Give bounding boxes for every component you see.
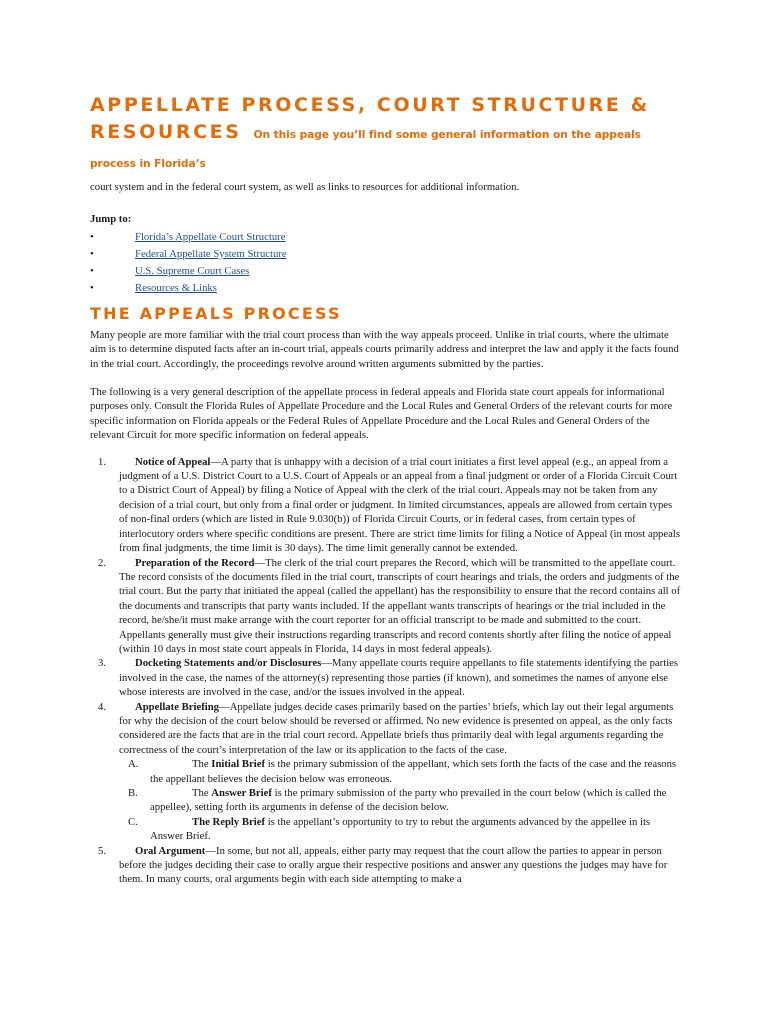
jump-to-label: Jump to:: [90, 213, 132, 226]
page-title: [90, 92, 682, 177]
sub-text: is the primary submission of the appellant, which sets forth the facts of the case and the reasons the appellant believes the decision below was erroneous.: [150, 758, 677, 785]
sub-item-answer-brief: [119, 786, 682, 815]
appeal-steps-list: [90, 455, 682, 887]
step-docketing-statements: [90, 656, 682, 699]
step-text: —A party that is unhappy with a decision of a trial court initiates a first level appeal (e.g., an appeal from a judgment of a U.S. District Court to a U.S. Court of Appeals or an appeal from a final judgment or order of a Florida Circuit Court to a District Court of Appeal) by filing a Notice of Appeal with the clerk of the trial court. Appeals may not be taken from any decision of a trial court, but only from a final order or judgment. In limited circumstances, appeals are allowed from certain types of non-final orders (which are listed in Rule 9.030(b)) of Florida Circuit Courts, or in federal cases, from certain types of interlocutory orders where specific conditions are present. There are strict time limits for filing a Notice of Appeal (in most appeals from final judgments, the time limit is 30 days). The time limit generally cannot be extended.: [119, 455, 681, 555]
intro-text: On this page you’ll find some general information on the appeals process in Florida’s: [90, 128, 641, 170]
step-term: Preparation of the Record: [135, 556, 255, 569]
page-title-line-2: [90, 119, 682, 177]
jump-item: [90, 246, 682, 263]
bullet-icon: •: [90, 281, 94, 294]
link-federal-appellate-system-structure[interactable]: Federal Appellate System Structure: [135, 247, 287, 260]
sub-term: Answer Brief: [211, 787, 272, 799]
sub-letter: A.: [128, 758, 139, 771]
step-number: 5.: [98, 844, 107, 857]
jump-links-list: [90, 229, 682, 297]
bullet-icon: •: [90, 264, 94, 277]
step-text: —In some, but not all, appeals, either party may request that the court allow the parties to appear in person before the judges deciding their case to orally argue their respective positions and answer any questions the judges may have for them. In many courts, oral arguments begin with each side attempting to make a: [119, 844, 668, 886]
link-florida-appellate-court-structure[interactable]: Florida’s Appellate Court Structure: [135, 230, 286, 243]
section-heading-appeals-process: THE APPEALS PROCESS: [90, 303, 342, 323]
sub-text: is the primary submission of the party who prevailed in the court below (which is called the appellee), setting forth its arguments in defense of the decision below.: [150, 787, 667, 814]
step-term: Docketing Statements and/or Disclosures: [135, 657, 322, 670]
step-appellate-briefing: [90, 700, 682, 844]
step-number: 4.: [98, 700, 107, 713]
bullet-icon: •: [90, 230, 94, 243]
jump-item: [90, 280, 682, 297]
step-text: —The clerk of the trial court prepares the Record, which will be transmitted to the appellate court. The record consists of the documents filed in the trial court, transcripts of court hearings and trials, the orders and judgments of the trial court. But the party that initiated the appeal (called the appellant) has the responsibility to ensure that the record contains all of the documents and transcripts that party wants included. If the appellant wants transcripts of hearings or the trial included in the record, he/she/it must make arrange with the court reporter for an official transcript to be made and submitted to the court. Appellants generally must give their instructions regarding transcripts and record contents shortly after filing the notice of appeal (within 10 days in most state court appeals in Florida, 14 days in most federal appeals).: [119, 556, 681, 655]
sub-letter: B.: [128, 787, 138, 799]
intro-text-continued: court system and in the federal court system, as well as links to resources for additional information.: [90, 181, 520, 193]
step-term: Oral Argument: [135, 844, 206, 857]
sub-term: Initial Brief: [211, 758, 266, 771]
document-body: [90, 92, 682, 887]
link-us-supreme-court-cases[interactable]: U.S. Supreme Court Cases: [135, 264, 250, 277]
step-text: —Many appellate courts require appellants to file statements identifying the parties involved in the case, the names of the attorney(s) representing those parties (if known), and sometimes the names of anyone else whose interests are involved in the case, and/or the issues involved in the appeal.: [119, 657, 679, 699]
sub-term: The Reply Brief: [192, 815, 266, 828]
step-term: Appellate Briefing: [135, 700, 220, 713]
paragraph-general-description: The following is a very general description of the appellate process in federal appeals and Florida state court appeals for informational purposes only. Consult the Florida Rules of Appellate Procedure and the Local Rules and General Orders of the relevant courts for more specific information on Florida appeals or the Federal Rules of Appellate Procedure and the Local Rules and General Orders of the relevant Circuit for more specific information on federal appeals.: [90, 386, 673, 442]
page-title-line-2-text: RESOURCES: [90, 121, 242, 143]
step-number: 3.: [98, 657, 107, 670]
step-number: 1.: [98, 455, 107, 468]
page-title-line-1: APPELLATE PROCESS, COURT STRUCTURE &: [90, 94, 650, 116]
sub-letter: C.: [128, 815, 138, 828]
step-notice-of-appeal: [90, 455, 682, 556]
sub-text: is the appellant’s opportunity to try to rebut the arguments advanced by the appellee in its Answer Brief.: [150, 815, 651, 843]
paragraph-intro-appeals: Many people are more familiar with the trial court process than with the way appeals proceed. Unlike in trial courts, where the ultimate aim is to determine disputed facts after an in-court trial, appeals courts primarily address and interpret the law and apply it the facts found in the trial court. Accordingly, the proceedings revolve around written arguments submitted by the parties.: [90, 328, 679, 370]
jump-item: [90, 263, 682, 280]
briefs-sublist: [119, 757, 682, 843]
step-preparation-of-record: [90, 556, 682, 657]
step-number: 2.: [98, 556, 107, 569]
sub-pre: The: [192, 787, 212, 799]
sub-item-reply-brief: [119, 815, 682, 844]
bullet-icon: •: [90, 247, 94, 260]
link-resources-and-links[interactable]: Resources & Links: [135, 281, 217, 294]
step-text: —Appellate judges decide cases primarily based on the parties’ briefs, which lay out their legal arguments for why the decision of the court below should be reversed or affirmed. No new evidence is presented on appeal, as the only facts considered are the facts that are in the trial court record. Appellate briefs thus primarily deal with legal arguments regarding the correctness of the court’s interpretation of the law or its application to the facts of the case.: [119, 700, 674, 756]
sub-pre: The: [192, 758, 212, 771]
jump-item: [90, 229, 682, 246]
step-oral-argument: [90, 844, 682, 887]
sub-item-initial-brief: [119, 757, 682, 786]
step-term: Notice of Appeal: [135, 455, 211, 468]
